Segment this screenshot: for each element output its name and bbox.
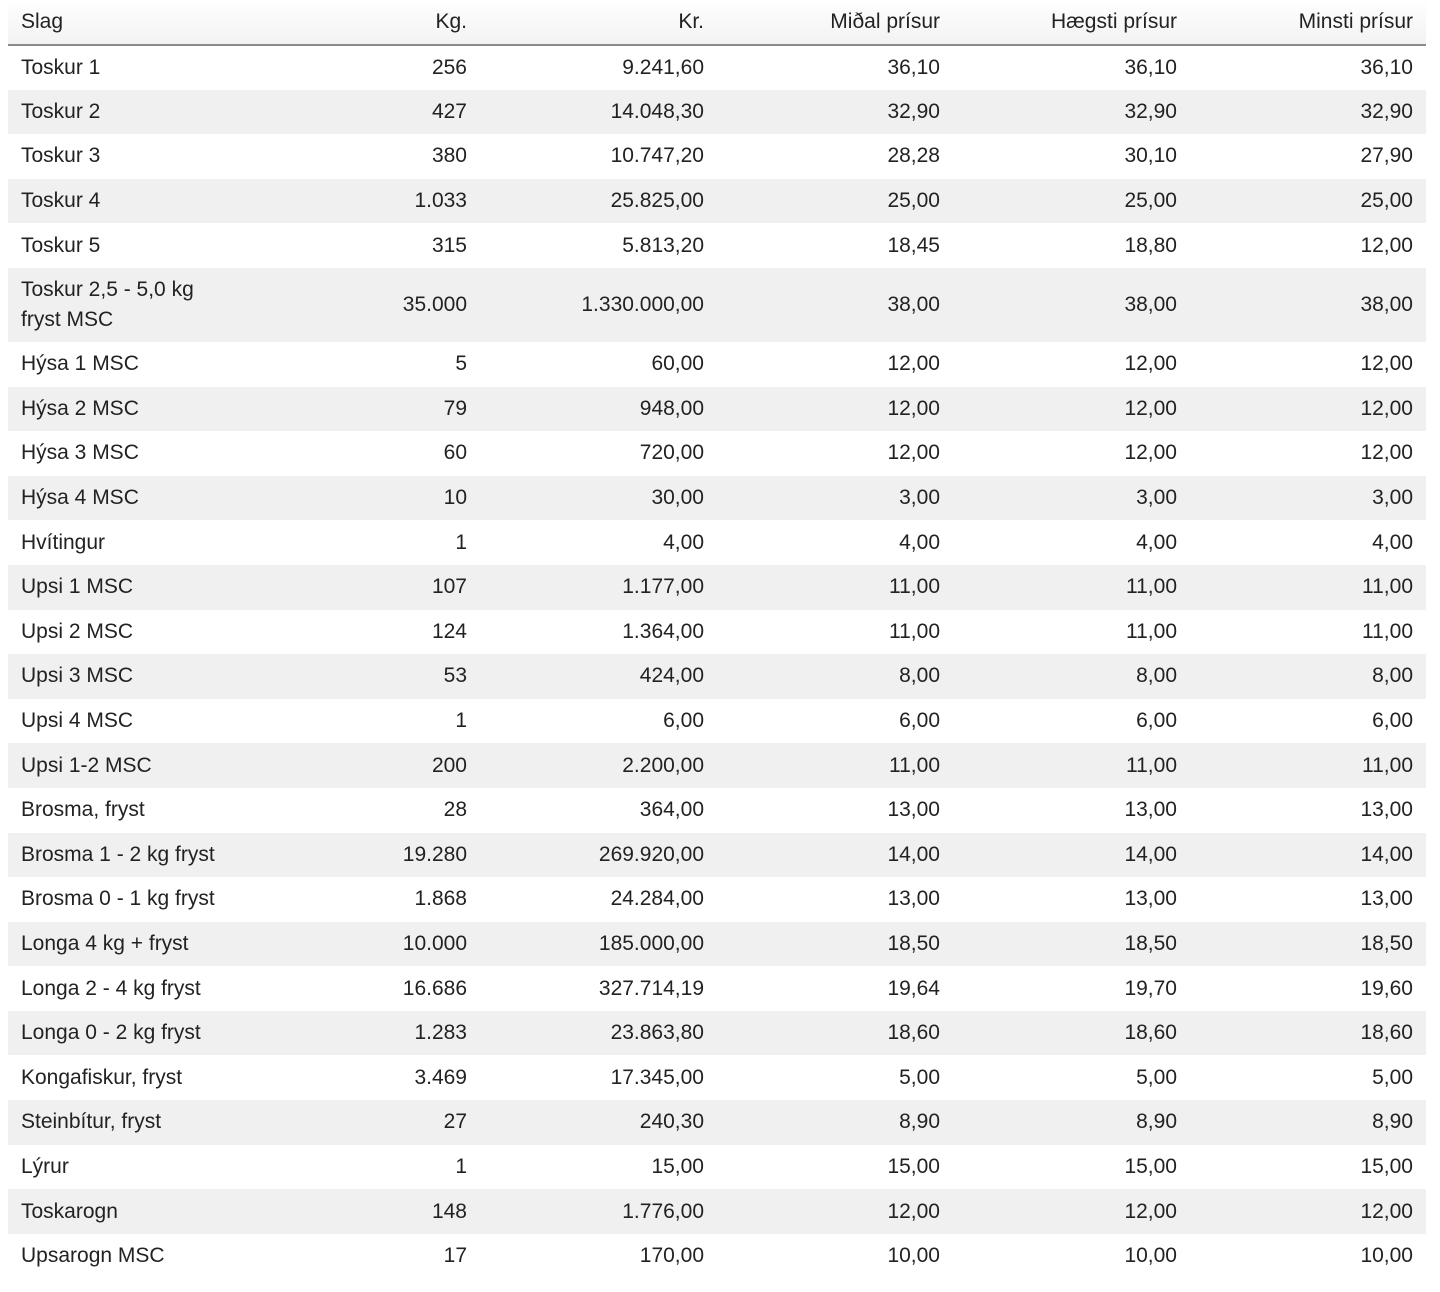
cell-min-price: 18,50 [1360,931,1413,955]
cell-species: Upsi 3 MSC [21,664,134,688]
cell-species: Hvítingur [21,530,106,554]
cell-species: Kongafiskur, fryst [21,1065,183,1089]
table-row [8,699,1426,744]
cell-min-price: 3,00 [1372,486,1413,510]
cell-kr: 948,00 [639,396,704,420]
cell-avg-price: 11,00 [889,753,940,777]
cell-max-price: 18,80 [1124,233,1177,257]
table-row [8,431,1426,476]
cell-min-price: 6,00 [1372,709,1413,733]
cell-kr: 24.284,00 [610,887,704,911]
cell-max-price: 13,00 [1124,887,1177,911]
cell-kg: 200 [431,753,467,777]
cell-avg-price: 12,00 [887,352,940,376]
cell-kg: 79 [443,396,467,420]
cell-max-price: 13,00 [1124,798,1177,822]
table-row [8,1011,1426,1056]
cell-species: Upsi 4 MSC [21,709,134,733]
table-row [8,966,1426,1011]
cell-kr: 17.345,00 [610,1065,704,1089]
cell-max-price: 8,00 [1136,664,1177,688]
cell-kg: 107 [431,575,467,599]
cell-avg-price: 5,00 [899,1065,940,1089]
cell-kr: 5.813,20 [622,233,704,257]
cell-kg: 124 [431,619,467,643]
cell-species: Steinbítur, fryst [21,1110,162,1134]
table-header-row [8,0,1426,45]
table-row [8,788,1426,833]
cell-species: Upsi 1-2 MSC [21,753,152,777]
cell-avg-price: 18,50 [887,931,940,955]
cell-kr: 1.177,00 [622,575,704,599]
cell-kg: 256 [431,55,467,79]
cell-kr: 9.241,60 [622,55,704,79]
cell-avg-price: 25,00 [887,189,940,213]
cell-kr: 2.200,00 [622,753,704,777]
cell-species: Upsarogn MSC [21,1244,165,1268]
cell-species: Toskur 5 [21,233,101,257]
cell-max-price: 3,00 [1136,486,1177,510]
price-table-container [8,0,1426,1278]
cell-avg-price: 11,00 [889,575,940,599]
cell-max-price: 11,00 [1126,575,1177,599]
cell-species: Hýsa 1 MSC [21,352,139,376]
cell-min-price: 11,00 [1362,619,1413,643]
cell-max-price: 14,00 [1124,842,1177,866]
cell-max-price: 6,00 [1136,709,1177,733]
cell-min-price: 15,00 [1360,1154,1413,1178]
cell-species: Longa 0 - 2 kg fryst [21,1021,201,1045]
table-row [8,654,1426,699]
cell-kg: 148 [431,1199,467,1223]
cell-species: Lýrur [21,1154,69,1178]
cell-min-price: 4,00 [1372,530,1413,554]
cell-kg: 1.283 [414,1021,467,1045]
cell-avg-price: 15,00 [887,1154,940,1178]
cell-kr: 15,00 [651,1154,704,1178]
cell-species: Toskur 2,5 - 5,0 kg fryst MSC [21,277,194,331]
column-header-max-price[interactable]: Hægsti prísur [953,0,1190,45]
cell-avg-price: 8,90 [899,1110,940,1134]
cell-min-price: 10,00 [1360,1244,1413,1268]
cell-max-price: 4,00 [1136,530,1177,554]
cell-kr: 364,00 [639,798,704,822]
cell-kg: 315 [431,233,467,257]
table-row [8,1189,1426,1234]
cell-species: Hýsa 4 MSC [21,486,139,510]
cell-min-price: 38,00 [1360,292,1413,316]
cell-kg: 17 [443,1244,467,1268]
cell-max-price: 18,60 [1124,1021,1177,1045]
cell-kr: 4,00 [663,530,704,554]
cell-max-price: 30,10 [1124,144,1177,168]
cell-avg-price: 12,00 [887,441,940,465]
cell-avg-price: 36,10 [887,55,940,79]
cell-max-price: 8,90 [1136,1110,1177,1134]
table-row [8,1100,1426,1145]
table-row [8,743,1426,788]
cell-min-price: 19,60 [1360,976,1413,1000]
cell-species: Hýsa 2 MSC [21,396,139,420]
cell-min-price: 11,00 [1362,753,1413,777]
cell-avg-price: 10,00 [887,1244,940,1268]
cell-avg-price: 18,45 [887,233,940,257]
cell-min-price: 12,00 [1360,352,1413,376]
table-row [8,565,1426,610]
cell-kg: 28 [443,798,467,822]
cell-avg-price: 14,00 [887,842,940,866]
table-row [8,1145,1426,1190]
cell-kg: 16.686 [402,976,467,1000]
cell-avg-price: 13,00 [887,798,940,822]
cell-kg: 5 [455,352,467,376]
cell-species: Brosma 1 - 2 kg fryst [21,842,215,866]
cell-min-price: 27,90 [1360,144,1413,168]
cell-max-price: 15,00 [1124,1154,1177,1178]
cell-kg: 1.868 [414,887,467,911]
cell-min-price: 36,10 [1360,55,1413,79]
cell-min-price: 12,00 [1360,1199,1413,1223]
table-row [8,90,1426,135]
cell-kr: 185.000,00 [598,931,704,955]
cell-kg: 1 [455,530,467,554]
column-header-avg-price[interactable]: Miðal prísur [717,0,953,45]
table-row [8,268,1426,342]
table-row [8,520,1426,565]
table-row [8,476,1426,521]
cell-kg: 1.033 [414,189,467,213]
cell-kr: 14.048,30 [610,99,704,123]
column-header-kg[interactable]: Kg. [346,0,480,45]
cell-max-price: 5,00 [1136,1065,1177,1089]
cell-species: Brosma 0 - 1 kg fryst [21,887,215,911]
cell-min-price: 12,00 [1360,441,1413,465]
cell-kr: 1.364,00 [622,619,704,643]
table-row [8,387,1426,432]
cell-max-price: 12,00 [1124,352,1177,376]
cell-max-price: 25,00 [1124,189,1177,213]
table-row [8,1234,1426,1279]
cell-kr: 1.330.000,00 [581,292,704,316]
cell-kr: 10.747,20 [610,144,704,168]
cell-kg: 60 [443,441,467,465]
cell-min-price: 12,00 [1360,233,1413,257]
cell-species: Toskur 3 [21,144,101,168]
cell-avg-price: 11,00 [889,619,940,643]
cell-max-price: 11,00 [1126,619,1177,643]
cell-max-price: 18,50 [1124,931,1177,955]
column-header-species[interactable]: Slag [8,0,346,45]
cell-max-price: 32,90 [1124,99,1177,123]
cell-kr: 170,00 [639,1244,704,1268]
cell-max-price: 12,00 [1124,396,1177,420]
cell-max-price: 10,00 [1124,1244,1177,1268]
cell-kr: 6,00 [663,709,704,733]
cell-avg-price: 18,60 [887,1021,940,1045]
cell-min-price: 11,00 [1362,575,1413,599]
cell-max-price: 36,10 [1124,55,1177,79]
cell-avg-price: 4,00 [899,530,940,554]
cell-kr: 25.825,00 [610,189,704,213]
cell-avg-price: 12,00 [887,1199,940,1223]
column-header-min-price[interactable]: Minsti prísur [1190,0,1426,45]
cell-kg: 19.280 [402,842,467,866]
cell-min-price: 13,00 [1360,798,1413,822]
cell-avg-price: 38,00 [887,292,940,316]
cell-species: Brosma, fryst [21,798,145,822]
cell-avg-price: 8,00 [899,664,940,688]
cell-kg: 53 [443,664,467,688]
cell-min-price: 14,00 [1360,842,1413,866]
cell-max-price: 12,00 [1124,441,1177,465]
cell-species: Toskarogn [21,1199,118,1223]
cell-kr: 30,00 [651,486,704,510]
cell-kg: 27 [443,1110,467,1134]
cell-min-price: 5,00 [1372,1065,1413,1089]
cell-min-price: 8,90 [1372,1110,1413,1134]
cell-kg: 380 [431,144,467,168]
cell-kg: 10 [443,486,467,510]
cell-avg-price: 19,64 [887,976,940,1000]
cell-kr: 23.863,80 [610,1021,704,1045]
cell-species: Upsi 1 MSC [21,575,134,599]
cell-species: Toskur 2 [21,99,101,123]
table-row [8,179,1426,224]
cell-kr: 1.776,00 [622,1199,704,1223]
cell-min-price: 18,60 [1360,1021,1413,1045]
cell-kg: 10.000 [402,931,467,955]
cell-max-price: 38,00 [1124,292,1177,316]
cell-kr: 240,30 [639,1110,704,1134]
cell-min-price: 25,00 [1360,189,1413,213]
cell-kg: 35.000 [402,292,467,316]
cell-kg: 1 [455,709,467,733]
cell-species: Hýsa 3 MSC [21,441,139,465]
cell-avg-price: 3,00 [899,486,940,510]
cell-species: Longa 4 kg + fryst [21,931,189,955]
table-body [8,45,1426,1278]
cell-avg-price: 6,00 [899,709,940,733]
cell-kr: 720,00 [639,441,704,465]
cell-avg-price: 12,00 [887,396,940,420]
table-row [8,877,1426,922]
cell-species: Toskur 4 [21,189,101,213]
cell-min-price: 32,90 [1360,99,1413,123]
table-row [8,223,1426,268]
table-row [8,342,1426,387]
cell-max-price: 11,00 [1126,753,1177,777]
cell-min-price: 13,00 [1360,887,1413,911]
column-header-kr[interactable]: Kr. [480,0,717,45]
cell-species: Longa 2 - 4 kg fryst [21,976,201,1000]
cell-kg: 1 [455,1154,467,1178]
cell-avg-price: 28,28 [887,144,940,168]
cell-max-price: 12,00 [1124,1199,1177,1223]
fish-price-table [8,0,1426,1278]
table-row [8,922,1426,967]
table-row [8,134,1426,179]
cell-kg: 3.469 [414,1065,467,1089]
cell-kr: 60,00 [651,352,704,376]
table-row [8,610,1426,655]
cell-kr: 269.920,00 [598,842,704,866]
cell-min-price: 8,00 [1372,664,1413,688]
cell-min-price: 12,00 [1360,396,1413,420]
cell-max-price: 19,70 [1124,976,1177,1000]
cell-kg: 427 [431,99,467,123]
cell-avg-price: 32,90 [887,99,940,123]
cell-species: Toskur 1 [21,55,101,79]
table-row [8,1055,1426,1100]
table-row [8,45,1426,90]
cell-species: Upsi 2 MSC [21,619,134,643]
cell-kr: 424,00 [639,664,704,688]
cell-kr: 327.714,19 [598,976,704,1000]
cell-avg-price: 13,00 [887,887,940,911]
table-row [8,833,1426,878]
